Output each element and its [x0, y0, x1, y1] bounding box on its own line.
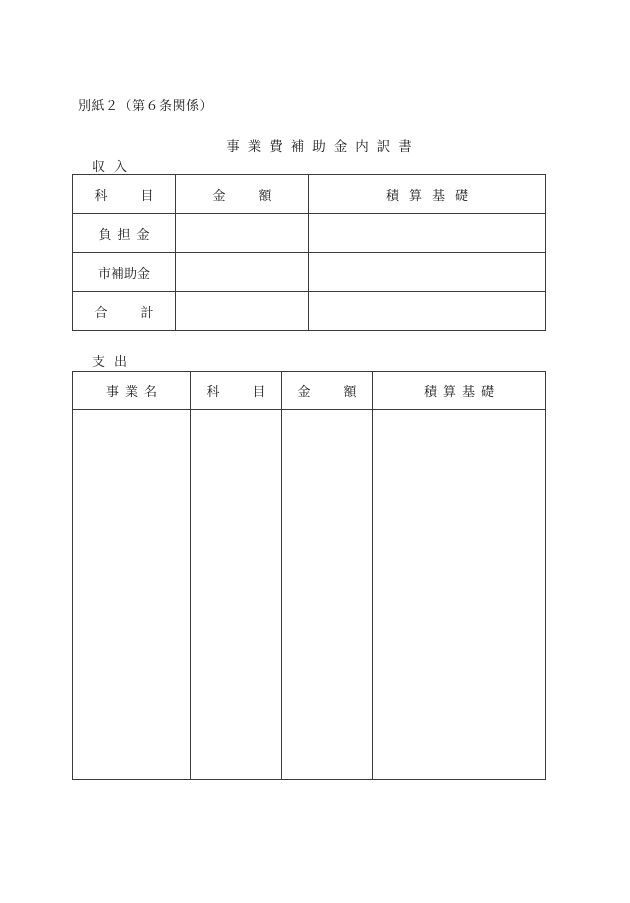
income-basis-cell[interactable]: [309, 292, 546, 331]
income-table: [72, 174, 546, 331]
expense-table: [72, 371, 546, 780]
income-basis-cell[interactable]: [309, 214, 546, 253]
expense-section-label: 支出: [92, 355, 137, 370]
expense-basis-cell[interactable]: [373, 410, 546, 780]
expense-body-row: [73, 410, 546, 780]
expense-header-amount: 金 額: [282, 372, 373, 410]
document-title: 事業費補助金内訳書: [226, 139, 420, 155]
income-amount-cell[interactable]: [176, 214, 309, 253]
income-basis-cell[interactable]: [309, 253, 546, 292]
expense-project-cell[interactable]: [73, 410, 191, 780]
expense-header-row: [73, 372, 546, 410]
income-row-contribution: [73, 214, 546, 253]
expense-header-item: 科 目: [191, 372, 282, 410]
income-header-item: 科 目: [73, 175, 176, 214]
expense-item-cell[interactable]: [191, 410, 282, 780]
income-header-row: [73, 175, 546, 214]
income-amount-cell[interactable]: [176, 292, 309, 331]
attachment-reference: 別紙２（第６条関係）: [78, 99, 214, 114]
expense-header-basis: 積算基礎: [373, 372, 546, 410]
expense-amount-cell[interactable]: [282, 410, 373, 780]
income-row-total: [73, 292, 546, 331]
income-header-basis: 積算基礎: [309, 175, 546, 214]
expense-header-project: 事業名: [73, 372, 191, 410]
income-row-label: 負担金: [73, 214, 176, 253]
income-row-label: 合 計: [73, 292, 176, 331]
income-amount-cell[interactable]: [176, 253, 309, 292]
income-header-amount: 金 額: [176, 175, 309, 214]
income-section-label: 収入: [92, 160, 137, 175]
income-row-label: 市補助金: [73, 253, 176, 292]
income-row-city-subsidy: [73, 253, 546, 292]
